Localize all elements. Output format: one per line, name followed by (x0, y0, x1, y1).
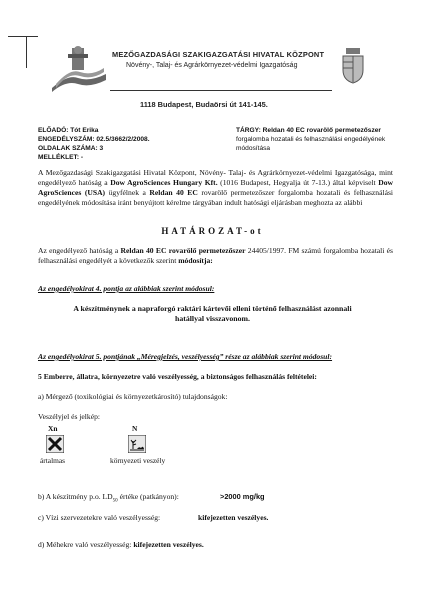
letterhead-rule (110, 90, 332, 91)
document-meta-left (38, 126, 150, 162)
intro-paragraph (38, 168, 393, 208)
intro-client: Dow AgroSciences (USA) (38, 178, 393, 197)
section1-line1: A készítménynek a napraforgó raktári kártevői elleni történő felhasználást azonnali (73, 304, 352, 313)
item-a: a) Mérgező (toxikológiai és környezetkárosító) tulajdonságok: (38, 392, 228, 401)
intro-text-1: , mint engedélyező hatóság a (38, 168, 393, 187)
intro-text-4: rovarölő permetezőszer forgalomba hozatali és felhasználási engedélyének módosítása iránt benyújtott kérelme tárgyában indult hatósági eljárásban meghozta az alábbi (38, 188, 394, 207)
decision-modifies: módosítja: (178, 256, 213, 265)
symbol-n-label: környezeti veszély (110, 456, 166, 465)
harmful-x-icon (46, 435, 64, 453)
item-d (38, 540, 393, 550)
letterhead-directorate: Növény-, Talaj- és Agrárkörnyezet-védelmi Igazgatóság (126, 62, 298, 69)
meta-attachment: MELLÉKLET: - (38, 154, 84, 161)
letterhead-address: 1118 Budapest, Budaörsi út 141-145. (140, 100, 268, 109)
intro-product: Reldan 40 EC (149, 188, 198, 197)
meta-rapporteur: ELŐADÓ: Tót Erika (38, 127, 99, 134)
decision-text-1: Az engedélyező hatóság a (38, 246, 121, 255)
letterhead (40, 44, 370, 112)
section1-body (30, 304, 395, 324)
symbol-xn-code: Xn (48, 424, 58, 433)
decision-product: Reldan 40 EC rovarölő permetezőszer (120, 246, 246, 255)
item-b-value: >2000 mg/kg (220, 492, 265, 501)
item-b-subscript: 50 (112, 498, 118, 504)
item-c-label: c) Vízi szervezetekre való veszélyesség: (38, 513, 161, 522)
agency-logo-icon (48, 44, 108, 96)
meta-page-count: OLDALAK SZÁMA: 3 (38, 145, 104, 152)
subject-product: Reldan 40 EC rovarölő permetezőszer (262, 127, 382, 134)
corner-registration-mark (8, 30, 40, 70)
decision-title: HATÁROZAT-ot (161, 226, 264, 236)
section1-heading: Az engedélyokirat 4. pontja az alábbiak szerint módosul: (38, 284, 215, 293)
symbol-xn-label: ártalmas (40, 456, 66, 465)
section2-subheading: 5 Emberre, állatra, környezetre való veszélyesség, a biztonságos felhasználás feltételei: (38, 372, 317, 381)
item-d-value: kifejezetten veszélyes. (133, 540, 204, 549)
item-c (38, 513, 393, 523)
letterhead-agency-name: MEZŐGAZDASÁGI SZAKIGAZGATÁSI HIVATAL KÖZPONT (112, 50, 325, 59)
intro-text-2: (1016 Budapest, Hegyalja út 7-13.) által képviselt (217, 178, 379, 187)
intro-authority: A Mezőgazdasági Szakigazgatási Hivatal Központ, Növény- Talaj- és Agrárkörnyezet-védelmi Igazgatósága (38, 168, 375, 177)
meta-license-number: ENGEDÉLYSZÁM: 02.5/3662/2/2008. (38, 136, 150, 143)
item-b-label: b) A készítmény p.o. LD (38, 492, 113, 501)
item-c-value: kifejezetten veszélyes. (198, 513, 269, 522)
symbol-n-code: N (132, 424, 138, 433)
item-b-label-rest: értéke (patkányon): (117, 492, 179, 501)
environment-hazard-icon (128, 435, 146, 453)
intro-representative: Dow AgroSciences Hungary Kft. (110, 178, 218, 187)
subject-description: forgalomba hozatali és felhasználási engedélyének módosítása (236, 136, 386, 152)
item-b (38, 492, 393, 507)
decision-paragraph (38, 246, 393, 266)
document-subject (236, 126, 396, 153)
item-d-label: d) Méhekre való veszélyesség: (38, 540, 132, 549)
section1-line2: hatállyal visszavonom. (175, 314, 250, 323)
subject-label: TÁRGY: (236, 127, 261, 134)
intro-text-3: ügyfélnek a (105, 188, 150, 197)
coat-of-arms-icon (340, 48, 366, 84)
decision-text-2: 24405/1997. FM számú forgalomba hozatali és felhasználási engedélyét a következők szerint (38, 246, 394, 265)
symbols-label: Veszélyjel és jelkép: (38, 412, 100, 421)
section2-heading: Az engedélyokirat 5. pontjának „Méregjelzés, veszélyesség” része az alábbiak szerint módosul: (38, 352, 333, 361)
